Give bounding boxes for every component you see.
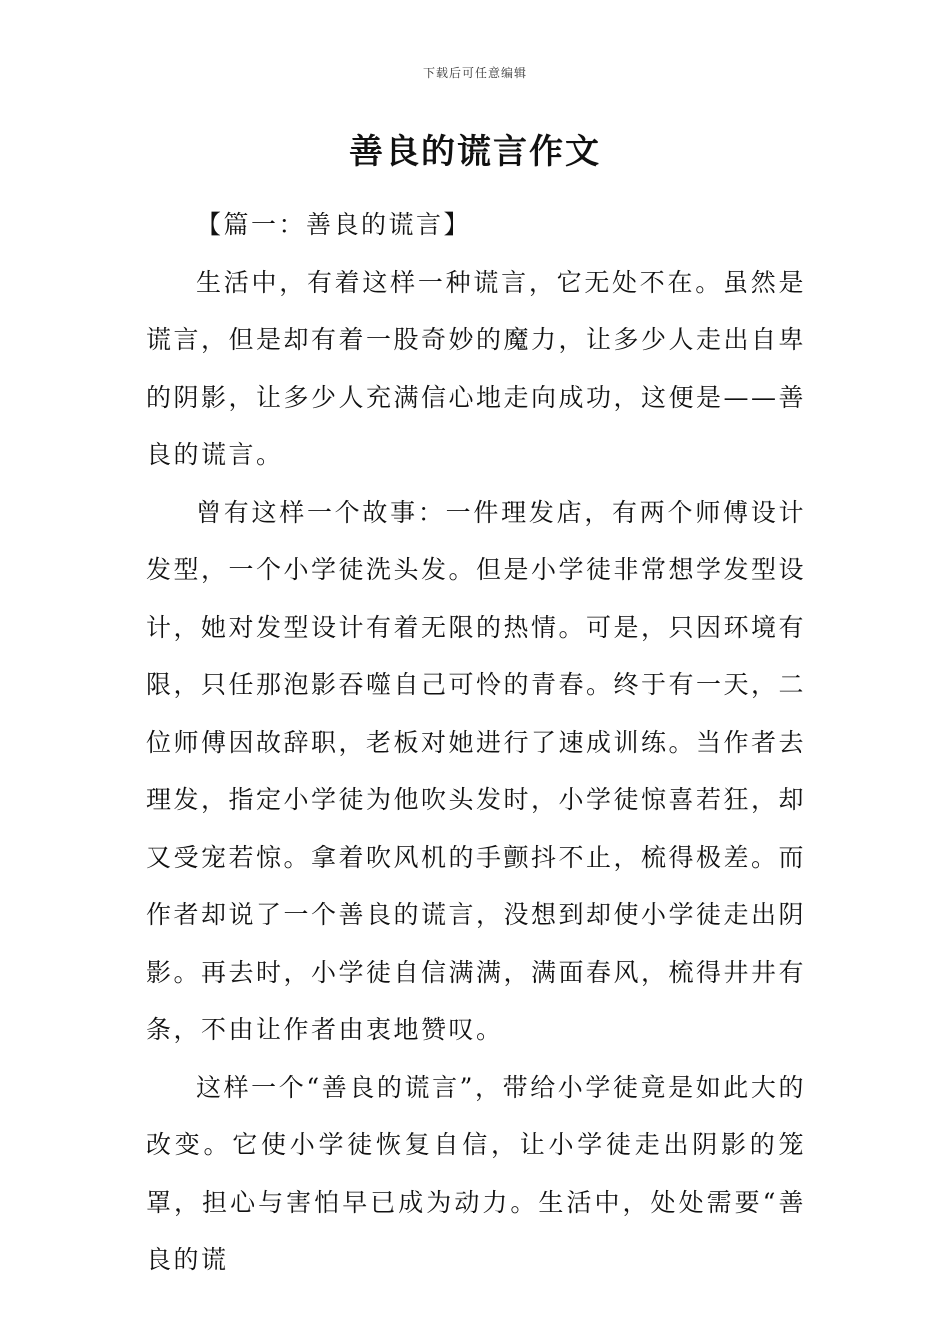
section-heading: 【篇一：善良的谎言】 [196,210,472,239]
paragraph-3: 这样一个“善良的谎言”，带给小学徒竟是如此大的改变。它使小学徒恢复自信，让小学徒走出阴影的笼罩，担心与害怕早已成为动力。生活中，处处需要“善良的谎 [146,1072,806,1274]
page-header-note: 下载后可任意编辑 [422,66,527,80]
paragraph-1: 生活中，有着这样一种谎言，它无处不在。虽然是谎言，但是却有着一股奇妙的魔力，让多少人走出自卑的阴影，让多少人充满信心地走向成功，这便是——善良的谎言。 [146,267,807,469]
paragraph-2: 曾有这样一个故事：一件理发店，有两个师傅设计发型，一个小学徒洗头发。但是小学徒非常想学发型设计，她对发型设计有着无限的热情。可是，只因环境有限，只任那泡影吞噬自己可怜的青春。终于有一天，二位师傅因故辞职，老板对她进行了速成训练。当作者去理发，指定小学徒为他吹头发时，小学徒惊喜若狂，却又受宠若惊。拿着吹风机的手颤抖不止，梳得极差。而作者却说了一个善良的谎言，没想到却使小学徒走出阴影。再去时，小学徒自信满满，满面春风，梳得井井有条，不由让作者由衷地赞叹。 [146,497,807,1044]
document-body [146,196,806,1289]
document-title: 善良的谎言作文 [349,132,601,172]
